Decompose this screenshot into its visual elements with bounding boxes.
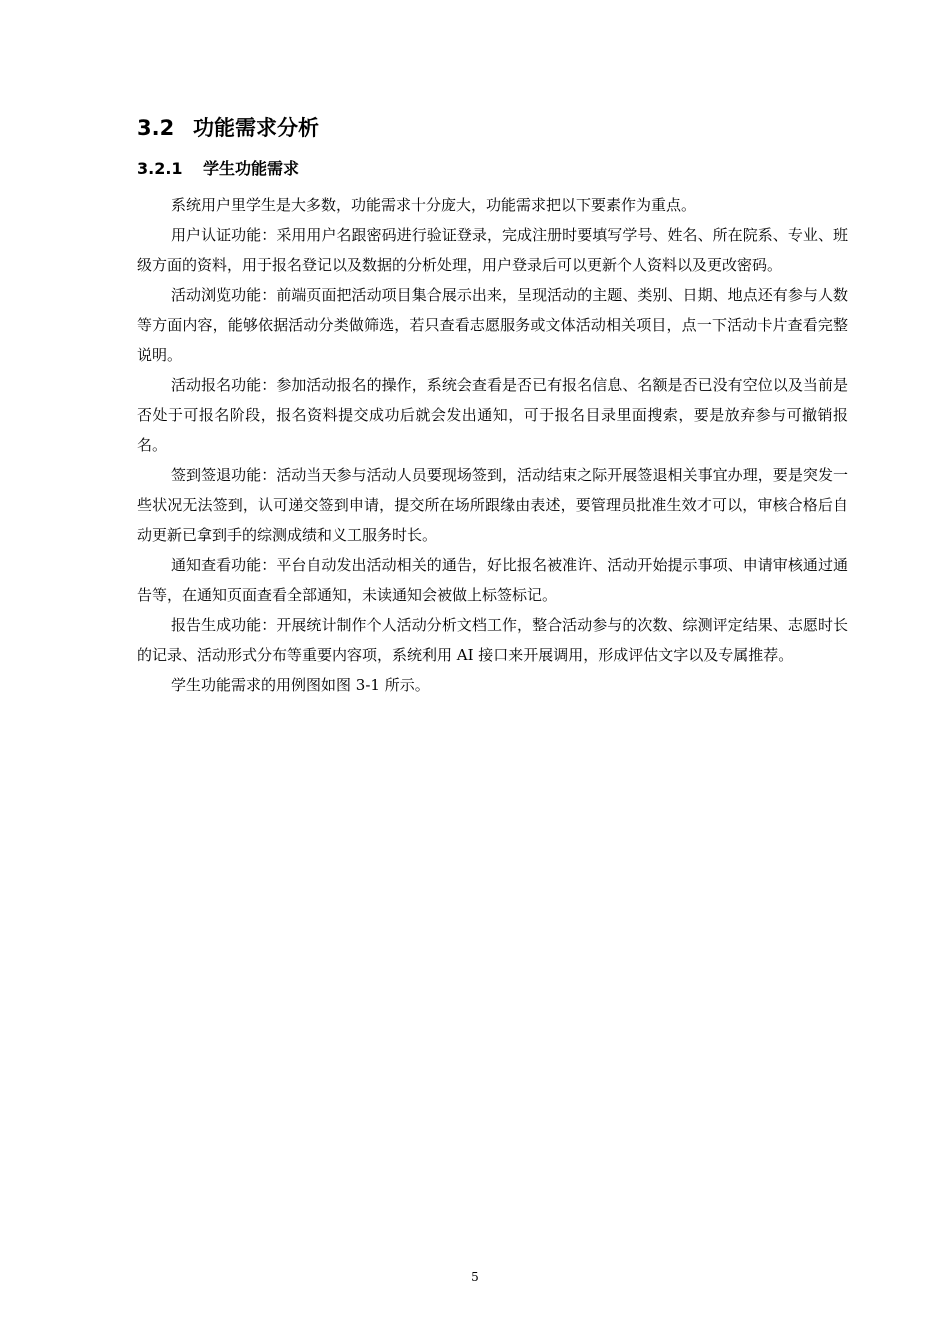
paragraph-user-auth: 用户认证功能：采用用户名跟密码进行验证登录，完成注册时要填写学号、姓名、所在院系、专业、班级方面的资料，用于报名登记以及数据的分析处理，用户登录后可以更新个人资料以及更改密码。 — [137, 226, 848, 274]
section-number: 3.2 — [137, 116, 175, 140]
subsection-heading — [137, 157, 299, 181]
page-number: 5 — [471, 1270, 479, 1284]
paragraph-activity-browse: 活动浏览功能：前端页面把活动项目集合展示出来，呈现活动的主题、类别、日期、地点还有参与人数等方面内容，能够依据活动分类做筛选，若只查看志愿服务或文体活动相关项目，点一下活动卡片查看完整说明。 — [137, 286, 848, 364]
subsection-number: 3.2.1 — [137, 159, 183, 178]
paragraph-figure-reference: 学生功能需求的用例图如图 3-1 所示。 — [171, 676, 430, 694]
paragraph-checkin-checkout: 签到签退功能：活动当天参与活动人员要现场签到，活动结束之际开展签退相关事宜办理，要是突发一些状况无法签到，认可递交签到申请，提交所在场所跟缘由表述，要管理员批准生效才可以，审核合格后自动更新已拿到手的综测成绩和义工服务时长。 — [137, 466, 848, 544]
section-heading — [137, 114, 319, 142]
body-text — [137, 190, 848, 700]
section-title: 功能需求分析 — [193, 116, 319, 140]
subsection-title: 学生功能需求 — [203, 159, 300, 178]
paragraph-intro: 系统用户里学生是大多数，功能需求十分庞大，功能需求把以下要素作为重点。 — [171, 196, 697, 214]
paragraph-report-generation: 报告生成功能：开展统计制作个人活动分析文档工作，整合活动参与的次数、综测评定结果、志愿时长的记录、活动形式分布等重要内容项，系统利用 AI 接口来开展调用，形成评估文字以及专属推荐。 — [137, 616, 848, 664]
paragraph-activity-signup: 活动报名功能：参加活动报名的操作，系统会查看是否已有报名信息、名额是否已没有空位以及当前是否处于可报名阶段，报名资料提交成功后就会发出通知，可于报名目录里面搜索，要是放弃参与可撤销报名。 — [137, 376, 848, 454]
paragraph-notifications: 通知查看功能：平台自动发出活动相关的通告，好比报名被准许、活动开始提示事项、申请审核通过通告等，在通知页面查看全部通知，未读通知会被做上标签标记。 — [137, 556, 848, 604]
